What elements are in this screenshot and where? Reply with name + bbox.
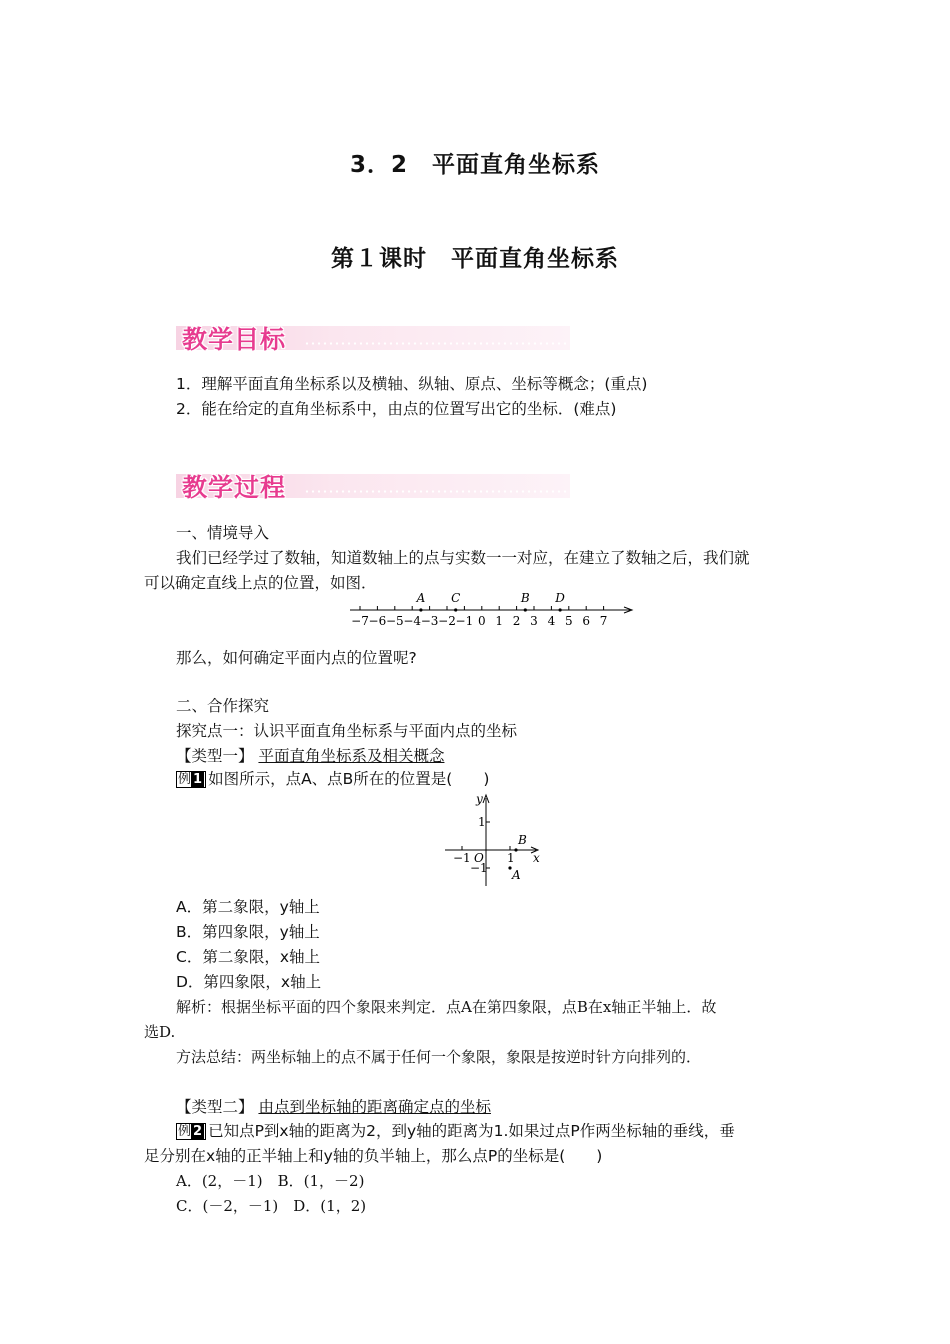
banner-dots [304, 490, 566, 493]
number-line-tick-label: −2 [438, 614, 456, 628]
number-line-tick-label: 7 [599, 614, 608, 628]
number-line-tick-label: 4 [547, 614, 556, 628]
example-badge: 例 2 [176, 1123, 206, 1140]
type1-heading [176, 745, 444, 767]
number-line-point-label: C [451, 591, 461, 605]
point-b [514, 848, 517, 851]
section1-question: 那么，如何确定平面内点的位置呢? [176, 649, 417, 667]
point-a-label: A [512, 868, 521, 882]
point-b-label: B [518, 833, 527, 847]
section2-heading: 二、合作探究 [176, 697, 270, 715]
example1-option-d: D．第四象限，x轴上 [176, 973, 322, 991]
x-tick-neg-label: −1 [453, 851, 471, 865]
number-line-tick-label: 0 [477, 614, 486, 628]
number-line-tick-label: −4 [403, 614, 422, 628]
number-line-point-label: B [520, 591, 530, 605]
section1-heading: 一、情境导入 [176, 524, 270, 542]
number-line-tick-label: 3 [530, 614, 538, 628]
section1-paragraph-line2: 可以确定直线上点的位置，如图． [144, 574, 377, 592]
number-line-tick-label: −5 [385, 614, 404, 628]
number-line-point-a [419, 608, 422, 611]
type1-bracket: 【类型一】 [176, 747, 254, 765]
example1-method-summary: 方法总结：两坐标轴上的点不属于任何一个象限，象限是按逆时针方向排列的． [176, 1048, 702, 1066]
example1-option-c: C．第二象限，x轴上 [176, 948, 320, 966]
example1-analysis-line2: 选D. [144, 1023, 176, 1041]
section1-paragraph-line1: 我们已经学过了数轴，知道数轴上的点与实数一一对应，在建立了数轴之后，我们就 [176, 549, 750, 567]
number-line-tick-label: 2 [512, 614, 521, 628]
section-title: 3．2 平面直角坐标系 [349, 152, 600, 178]
y-tick-neg-label: −1 [470, 861, 488, 875]
number-line-point-d [559, 608, 562, 611]
example1-text: 如图所示，点A、点B所在的位置是( ) [208, 770, 490, 788]
example2-text: 已知点P到x轴的距离为2，到y轴的距离为1.如果过点P作两坐标轴的垂线，垂 [208, 1122, 735, 1140]
banner-label: 教学目标 [182, 325, 287, 354]
example2-question-line1 [176, 1120, 735, 1142]
banner-label: 教学过程 [182, 473, 287, 502]
example2-options-line2: C．(－2，－1) D．(1，2) [176, 1197, 367, 1215]
example1-option-a: A．第二象限，y轴上 [176, 898, 320, 916]
y-axis-label: y [476, 792, 483, 806]
number-line-tick-label: −1 [455, 614, 474, 628]
type2-title: 由点到坐标轴的距离确定点的坐标 [258, 1098, 491, 1116]
objective-1: 1．理解平面直角坐标系以及横轴、纵轴、原点、坐标等概念；(重点) [176, 375, 648, 393]
number-line-tick-label: −7 [351, 614, 369, 628]
example1-option-b: B．第四象限，y轴上 [176, 923, 320, 941]
type2-bracket: 【类型二】 [176, 1098, 254, 1116]
number-line-point-label: A [416, 591, 426, 605]
banner-objectives [176, 320, 570, 354]
example-badge: 例 1 [176, 771, 206, 788]
example2-question-line2: 足分别在x轴的正半轴上和y轴的负半轴上，那么点P的坐标是( ) [144, 1147, 603, 1165]
objective-2: 2．能在给定的直角坐标系中，由点的位置写出它的坐标．(难点) [176, 400, 617, 418]
banner-dots [304, 342, 566, 345]
origin-label: O [474, 851, 484, 865]
example1-analysis-line1: 解析：根据坐标平面的四个象限来判定．点A在第四象限，点B在x轴正半轴上．故 [176, 998, 717, 1016]
number-line-point-label: D [555, 591, 565, 605]
coordinate-figure [440, 790, 550, 888]
example1-question [176, 768, 489, 790]
number-line-tick-label: 6 [582, 614, 591, 628]
example2-options-line1: A．(2，－1) B．(1，－2) [176, 1172, 365, 1190]
type1-title: 平面直角坐标系及相关概念 [258, 747, 445, 765]
number-line-tick-label: −3 [420, 614, 439, 628]
banner-process [176, 468, 570, 502]
lesson-title: 第１课时 平面直角坐标系 [331, 246, 619, 272]
number-line-tick-label: −6 [368, 614, 387, 628]
number-line-point-b [524, 608, 527, 611]
number-line-tick-label: 5 [564, 614, 573, 628]
explore-point-1: 探究点一：认识平面直角坐标系与平面内点的坐标 [176, 722, 518, 740]
x-tick-pos-label: 1 [507, 851, 515, 865]
number-line-tick-label: 1 [495, 614, 504, 628]
number-line-point-c [454, 608, 457, 611]
y-tick-pos-label: 1 [478, 815, 486, 829]
type2-heading [176, 1096, 491, 1118]
number-line-figure [340, 590, 640, 630]
x-axis-label: x [533, 851, 540, 865]
